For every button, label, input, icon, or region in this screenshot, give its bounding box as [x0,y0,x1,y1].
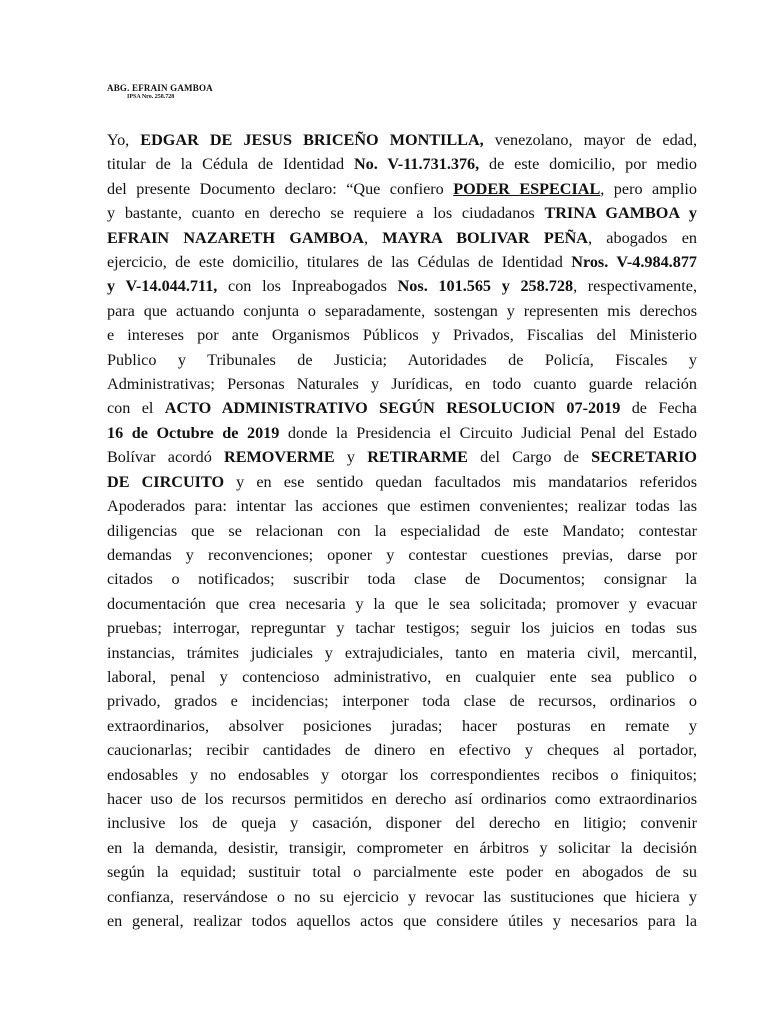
body-line: 16 de Octubre de 2019 donde la Presidencia el Circuito Judicial Penal del Estado [107,423,697,442]
body-line: con el ACTO ADMINISTRATIVO SEGÚN RESOLUCION 07-2019 de Fecha [107,399,697,418]
body-line: Publico y Tribunales de Justicia; Autoridades de Policía, Fiscales y [107,350,697,369]
body-line: Bolívar acordó REMOVERME y RETIRARME del Cargo de SECRETARIO [107,448,697,467]
body-line: Apoderados para: intentar las acciones que estimen convenientes; realizar todas las [107,497,697,516]
body-line: demandas y reconvenciones; oponer y contestar cuestiones previas, darse por [107,545,697,564]
inpreabogado-numbers: Nos. 101.565 y 258.728 [397,277,574,296]
resolution-date: 16 de Octubre de 2019 [107,423,280,442]
body-line: y V-14.044.711, con los Inpreabogados Nos. 101.565 y 258.728, respectivamente, [107,277,698,296]
position-title: DE CIRCUITO [107,472,225,491]
body-line: y bastante, cuanto en derecho se requiere a los ciudadanos TRINA GAMBOA y [107,204,697,223]
body-line: EFRAIN NAZARETH GAMBOA, MAYRA BOLIVAR PEÑA, abogados en [107,228,697,247]
body-line: en general, realizar todos aquellos actos que considere útiles y necesarios para la [107,912,697,930]
body-line: laboral, penal y contencioso administrativo, en cualquier ente sea publico o [107,667,697,686]
position-title: SECRETARIO [591,448,697,467]
attorney-name: TRINA GAMBOA y [544,204,697,223]
letterhead-name: ABG. EFRAIN GAMBOA [107,83,213,93]
body-line: confianza, reservándose o no su ejercicio y revocar las sustituciones que hiciera y [107,887,697,906]
body-line: según la equidad; sustituir total o parcialmente este poder en abogados de su [107,863,697,882]
attorney-name: EFRAIN NAZARETH GAMBOA [107,228,364,247]
body-line: extraordinarios, absolver posiciones juradas; hacer posturas en remate y [107,716,697,735]
body-line: para que actuando conjunta o separadamente, sostengan y representen mis derechos [107,301,697,320]
body-line: pruebas; interrogar, repreguntar y tachar testigos; seguir los juicios en todas sus [107,619,697,638]
body-line: hacer uso de los recursos permitidos en derecho así ordinarios como extraordinarios [107,789,697,808]
power-type: PODER ESPECIAL [453,179,601,198]
body-line: instancias, trámites judiciales y extrajudiciales, tanto en materia civil, mercantil, [107,643,697,662]
letterhead-ipsa-number: IPSA Nro. 258.728 [127,94,175,100]
body-line: DE CIRCUITO y en ese sentido quedan facultados mis mandatarios referidos [107,472,697,491]
letterhead [107,84,213,100]
resolution-reference: ACTO ADMINISTRATIVO SEGÚN RESOLUCION 07-2019 [164,399,621,418]
body-line: del presente Documento declaro: “Que confiero PODER ESPECIAL, pero amplio [107,179,697,198]
body-line: diligencias que se relacionan con la especialidad de este Mandato; contestar [107,521,697,540]
attorney-name: MAYRA BOLIVAR PEÑA [382,228,588,247]
grantor-name: EDGAR DE JESUS BRICEÑO MONTILLA, [140,131,484,149]
body-line: caucionarlas; recibir cantidades de dinero en efectivo y cheques al portador, [107,741,697,760]
body-line: en la demanda, desistir, transigir, comprometer en árbitros y solicitar la decisión [107,838,697,857]
body-line: ejercicio, de este domicilio, titulares de las Cédulas de Identidad Nros. V-4.984.877 [107,253,698,272]
body-line: e intereses por ante Organismos Públicos y Privados, Fiscalias del Ministerio [107,326,697,345]
body-line: titular de la Cédula de Identidad No. V-11.731.376, de este domicilio, por medio [107,155,697,174]
body-line: documentación que crea necesaria y la que le sea solicitada; promover y evacuar [107,594,697,613]
body-line: privado, grados e incidencias; interponer toda clase de recursos, ordinarios o [107,692,697,711]
body-line: Administrativas; Personas Naturales y Jurídicas, en todo cuanto guarde relación [107,375,697,394]
attorney-ids: Nros. V-4.984.877 [571,253,698,272]
body-line: endosables y no endosables y otorgar los correspondientes recibos o finiquitos; [107,765,697,784]
attorney-ids: y V-14.044.711, [107,277,218,296]
body-line: Yo, EDGAR DE JESUS BRICEÑO MONTILLA, venezolano, mayor de edad, [107,131,697,149]
body-line: citados o notificados; suscribir toda clase de Documentos; consignar la [107,570,697,589]
grantor-id: No. V-11.731.376, [353,155,480,174]
document-body [107,128,697,933]
body-line: inclusive los de queja y casación, disponer del derecho en litigio; convenir [107,814,697,833]
